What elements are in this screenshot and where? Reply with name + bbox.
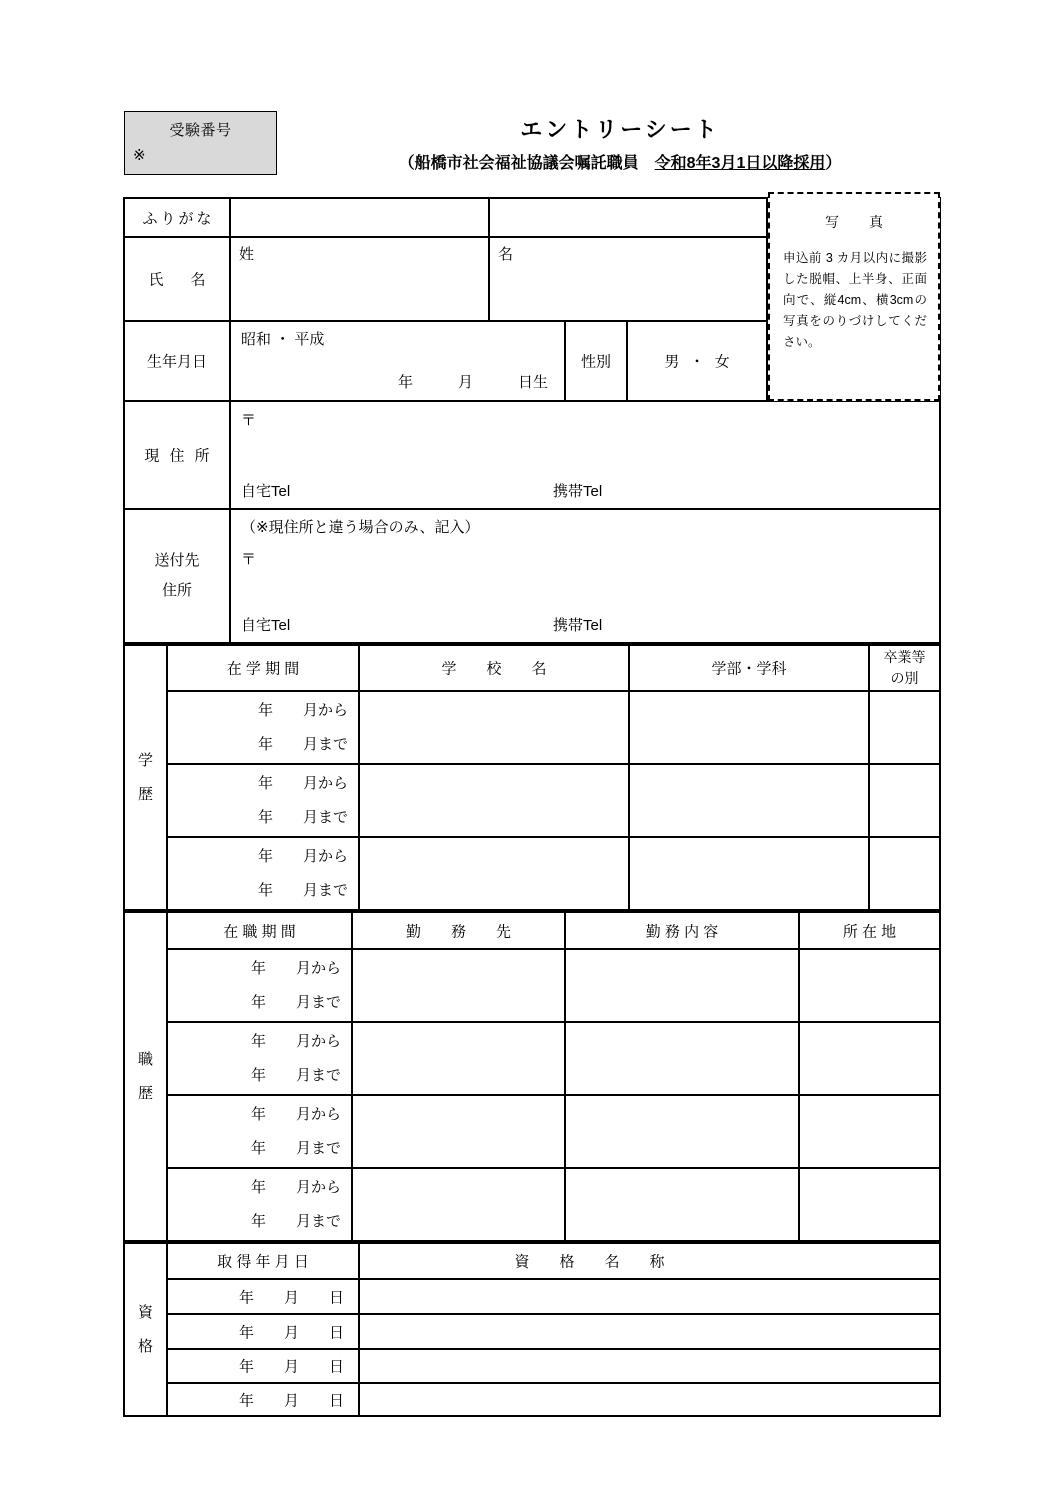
education-school-cell[interactable] (359, 837, 629, 911)
education-faculty-cell[interactable] (629, 691, 869, 764)
education-period-to: 年 月まで (257, 735, 348, 753)
work-header-duties (565, 911, 799, 949)
work-workplace-cell[interactable] (352, 1168, 565, 1242)
education-header-school-label: 学 校 名 (441, 660, 547, 678)
education-period-cell[interactable] (167, 691, 359, 764)
mailing-address-note: （※現住所と違う場合のみ、記入） (241, 519, 480, 536)
surname-label: 姓 (239, 246, 255, 263)
work-location-cell[interactable] (799, 1022, 941, 1095)
work-duties-cell[interactable] (565, 1022, 799, 1095)
qualification-section-label (125, 1296, 166, 1364)
furigana-label: ふりがな (142, 210, 215, 227)
education-period-cell[interactable] (167, 837, 359, 911)
work-header-location (799, 911, 941, 949)
education-header-graduation-line2: の別 (890, 670, 919, 686)
work-period-from: 年 月から (250, 959, 341, 977)
education-header-graduation (869, 644, 941, 691)
education-header-period-label: 在 学 期 間 (226, 660, 300, 678)
work-period-to: 年 月まで (250, 1212, 341, 1230)
work-workplace-cell[interactable] (352, 1095, 565, 1168)
qualification-name-cell[interactable] (359, 1314, 941, 1349)
name-label-cell (123, 237, 230, 321)
photo-paste-area[interactable] (768, 192, 940, 401)
mailing-address-label-line2: 住所 (161, 582, 192, 599)
education-header-faculty (629, 644, 869, 691)
education-period-from: 年 月から (257, 701, 348, 719)
education-header-graduation-label (870, 647, 939, 689)
work-period-text (168, 1171, 351, 1239)
education-section-label-cell (123, 644, 167, 911)
qualification-section-label-char2: 格 (137, 1337, 153, 1355)
work-workplace-cell[interactable] (352, 949, 565, 1022)
work-period-text (168, 1025, 351, 1093)
education-graduation-cell[interactable] (869, 837, 941, 911)
photo-instructions: 申込前 3 カ月以内に撮影した脱帽、上半身、正面向で、縦4cm、横3cmの写真をのりづけしてください。 (783, 251, 927, 349)
work-period-cell[interactable] (167, 1168, 352, 1242)
work-header-workplace (352, 911, 565, 949)
work-period-cell[interactable] (167, 1022, 352, 1095)
work-section-label (125, 1043, 166, 1111)
education-period-to: 年 月まで (257, 881, 348, 899)
photo-title: 写 真 (825, 214, 891, 230)
qualification-name-cell[interactable] (359, 1383, 941, 1417)
education-header-faculty-label: 学部・学科 (711, 660, 787, 678)
work-header-duties-label: 勤 務 内 容 (645, 923, 719, 940)
qualification-date-text: 年 月 日 (238, 1392, 344, 1409)
gender-label: 性別 (580, 353, 611, 371)
education-section-label-char2: 歴 (137, 785, 153, 803)
current-home-tel-label: 自宅Tel (241, 483, 291, 500)
education-period-text (168, 840, 358, 908)
furigana-surname-input[interactable] (230, 197, 489, 237)
gender-options: 男 ・ 女 (664, 353, 733, 371)
education-period-from: 年 月から (257, 847, 348, 865)
subtitle-suffix: ） (825, 155, 842, 172)
work-header-period-label: 在 職 期 間 (223, 923, 296, 940)
work-header-location-label: 所 在 地 (842, 923, 897, 940)
work-location-cell[interactable] (799, 949, 941, 1022)
qualification-name-cell[interactable] (359, 1279, 941, 1314)
qualification-date-cell[interactable] (167, 1314, 359, 1349)
education-period-cell[interactable] (167, 764, 359, 837)
education-school-cell[interactable] (359, 691, 629, 764)
education-graduation-cell[interactable] (869, 764, 941, 837)
work-location-cell[interactable] (799, 1168, 941, 1242)
qualification-date-text: 年 月 日 (238, 1358, 344, 1376)
work-duties-cell[interactable] (565, 1168, 799, 1242)
education-period-from: 年 月から (257, 774, 348, 792)
exam-number-asterisk-mark: ※ (133, 147, 146, 164)
work-period-from: 年 月から (250, 1032, 341, 1050)
education-section-label-char1: 学 (137, 751, 153, 769)
givenname-input[interactable] (489, 237, 767, 321)
qualification-header-name (359, 1242, 941, 1279)
birthdate-suffix: 年 月 日生 (397, 374, 548, 391)
work-workplace-cell[interactable] (352, 1022, 565, 1095)
work-header-workplace-label: 勤 務 先 (405, 923, 511, 940)
qualification-date-text: 年 月 日 (238, 1324, 344, 1341)
work-duties-cell[interactable] (565, 1095, 799, 1168)
education-period-text (168, 767, 358, 835)
work-section-label-char1: 職 (137, 1050, 153, 1068)
surname-input[interactable] (230, 237, 489, 321)
work-location-cell[interactable] (799, 1095, 941, 1168)
work-section-label-char2: 歴 (137, 1084, 153, 1102)
birthdate-input[interactable] (230, 321, 565, 401)
qualification-date-cell[interactable] (167, 1349, 359, 1383)
qualification-section-label-cell (123, 1242, 167, 1417)
gender-options-cell[interactable] (627, 321, 767, 401)
education-period-to: 年 月まで (257, 808, 348, 826)
work-header-period (167, 911, 352, 949)
postal-mark-icon: 〒 (241, 412, 257, 429)
exam-number-box[interactable] (124, 111, 277, 175)
qualification-section-label-char1: 資 (137, 1303, 153, 1321)
work-period-to: 年 月まで (250, 1066, 341, 1084)
current-address-label: 現 住 所 (144, 447, 213, 465)
qualification-header-date-label: 取 得 年 月 日 (217, 1253, 309, 1271)
work-section-label-cell (123, 911, 167, 1242)
education-header-school (359, 644, 629, 691)
education-faculty-cell[interactable] (629, 764, 869, 837)
work-period-to: 年 月まで (250, 993, 341, 1011)
mailing-mobile-tel-label: 携帯Tel (553, 617, 603, 634)
page-subtitle (300, 150, 940, 173)
current-address-label-cell (123, 401, 230, 509)
qualification-name-cell[interactable] (359, 1349, 941, 1383)
work-period-cell[interactable] (167, 1095, 352, 1168)
work-period-cell[interactable] (167, 949, 352, 1022)
work-period-from: 年 月から (250, 1178, 341, 1196)
current-address-input[interactable] (230, 401, 941, 509)
work-period-text (168, 952, 351, 1020)
mailing-address-input[interactable] (230, 509, 941, 644)
gender-label-cell (565, 321, 627, 401)
education-school-cell[interactable] (359, 764, 629, 837)
work-period-to: 年 月まで (250, 1139, 341, 1157)
education-section-label (125, 744, 166, 812)
education-header-graduation-line1: 卒業等 (883, 649, 926, 665)
furigana-label-cell (123, 197, 230, 237)
mailing-address-label-cell (123, 509, 230, 644)
birthdate-label-cell (123, 321, 230, 401)
qualification-header-name-label: 資 格 名 称 (514, 1253, 665, 1271)
education-header-period (167, 644, 359, 691)
qualification-date-cell[interactable] (167, 1279, 359, 1314)
qualification-date-text: 年 月 日 (238, 1289, 344, 1306)
exam-number-label: 受験番号 (169, 122, 232, 139)
mailing-address-label (125, 546, 229, 606)
givenname-label: 名 (498, 246, 514, 263)
era-options: 昭和 ・ 平成 (241, 331, 325, 348)
education-graduation-cell[interactable] (869, 691, 941, 764)
education-period-text (168, 694, 358, 762)
furigana-givenname-input[interactable] (489, 197, 767, 237)
work-period-from: 年 月から (250, 1105, 341, 1123)
qualification-header-date (167, 1242, 359, 1279)
work-duties-cell[interactable] (565, 949, 799, 1022)
mailing-address-label-line1: 送付先 (154, 552, 200, 569)
birthdate-label: 生年月日 (146, 353, 207, 371)
name-label: 氏 名 (148, 271, 212, 289)
current-mobile-tel-label: 携帯Tel (553, 483, 603, 500)
subtitle-underlined-term: 令和8年3月1日以降採用 (654, 155, 826, 172)
qualification-date-cell[interactable] (167, 1383, 359, 1417)
mailing-postal-mark-icon: 〒 (241, 551, 257, 568)
education-faculty-cell[interactable] (629, 837, 869, 911)
mailing-home-tel-label: 自宅Tel (241, 617, 291, 634)
subtitle-prefix: （船橋市社会福祉協議会嘱託職員 (398, 155, 655, 172)
work-period-text (168, 1098, 351, 1166)
page-title: エントリーシート (520, 117, 720, 142)
